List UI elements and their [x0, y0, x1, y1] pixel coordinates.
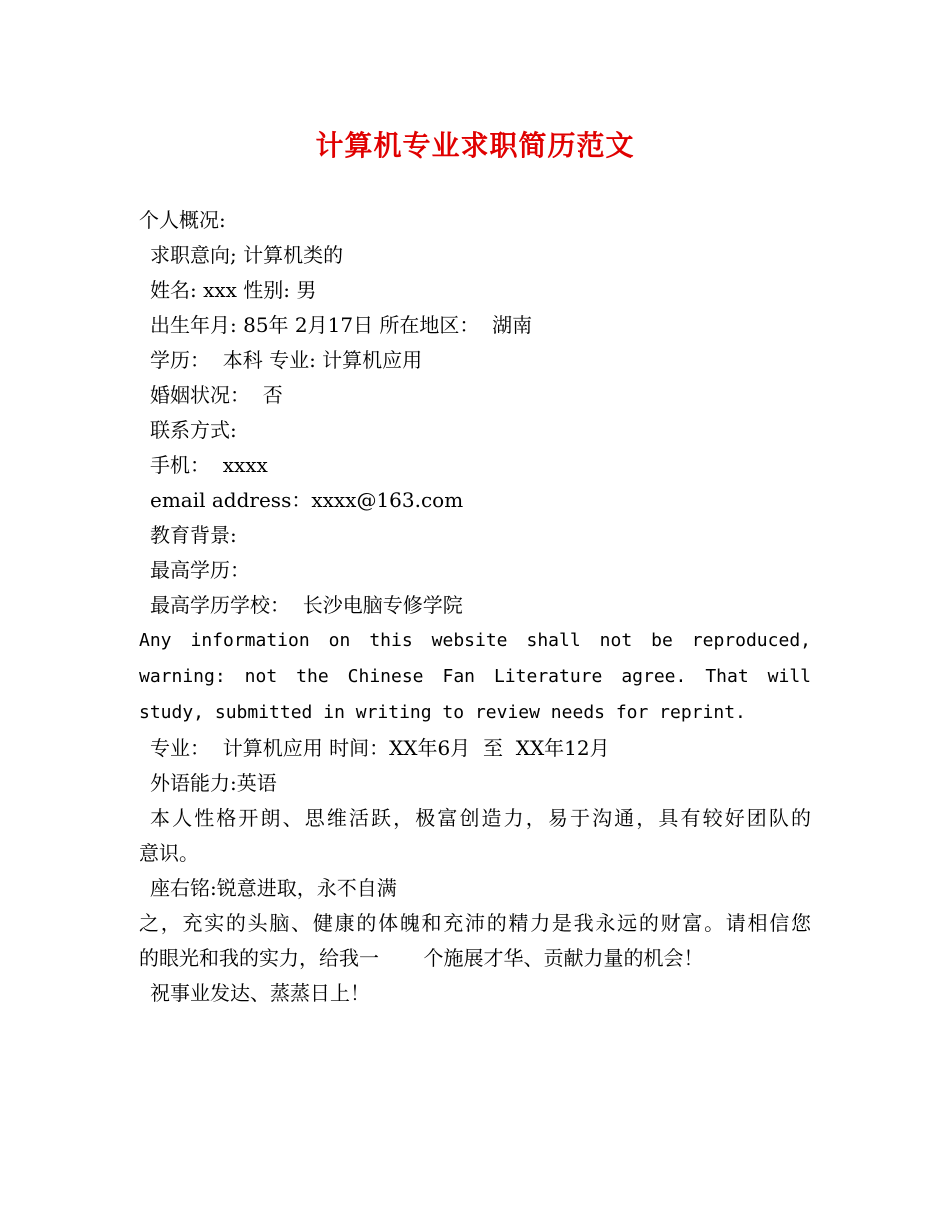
major-period-line: 专业： 计算机应用 时间：XX年6月 至 XX年12月: [150, 736, 610, 760]
birth-location-line: 出生年月: 85年 2月17日 所在地区： 湖南: [150, 313, 533, 337]
document-body: [139, 203, 811, 1011]
self-description-line-1: 本人性格开朗、思维活跃，极富创造力，易于沟通，具有较好团队的: [150, 806, 811, 830]
language-line: 外语能力:英语: [150, 771, 277, 795]
closing-paragraph-line-2: 的眼光和我的实力，给我一 个施展才华、贡献力量的机会！: [139, 946, 704, 970]
phone-line: 手机： xxxx: [150, 453, 268, 477]
english-notice-line-3: study, submitted in writing to review needs for reprint.: [139, 702, 746, 723]
document-title: 计算机专业求职简历范文: [315, 129, 635, 162]
marital-status-line: 婚姻状况： 否: [150, 383, 283, 407]
highest-degree-line: 最高学历：: [150, 558, 250, 582]
closing-paragraph-line-1: 之，充实的头脑、健康的体魄和充沛的精力是我永远的财富。请相信您: [139, 911, 811, 935]
motto-line: 座右铭:锐意进取，永不自满: [150, 876, 397, 900]
english-notice-line-1: Any information on this website shall not be reproduced,: [139, 630, 811, 651]
name-gender-line: 姓名: xxx 性别: 男: [150, 278, 317, 302]
english-notice-line-2: warning: not the Chinese Fan Literature agree. That will: [139, 666, 811, 687]
closing-wish-line: 祝事业发达、蒸蒸日上！: [150, 981, 370, 1005]
self-description-line-2: 意识。: [139, 841, 199, 865]
job-intention-line: 求职意向; 计算机类的: [150, 243, 344, 267]
contact-heading: 联系方式:: [150, 418, 237, 442]
education-background-heading: 教育背景:: [150, 523, 237, 547]
email-line: email address：xxxx@163.com: [150, 488, 464, 512]
section-heading-personal: 个人概况:: [139, 208, 226, 232]
education-major-line: 学历： 本科 专业: 计算机应用: [150, 348, 423, 372]
school-line: 最高学历学校： 长沙电脑专修学院: [150, 593, 463, 617]
